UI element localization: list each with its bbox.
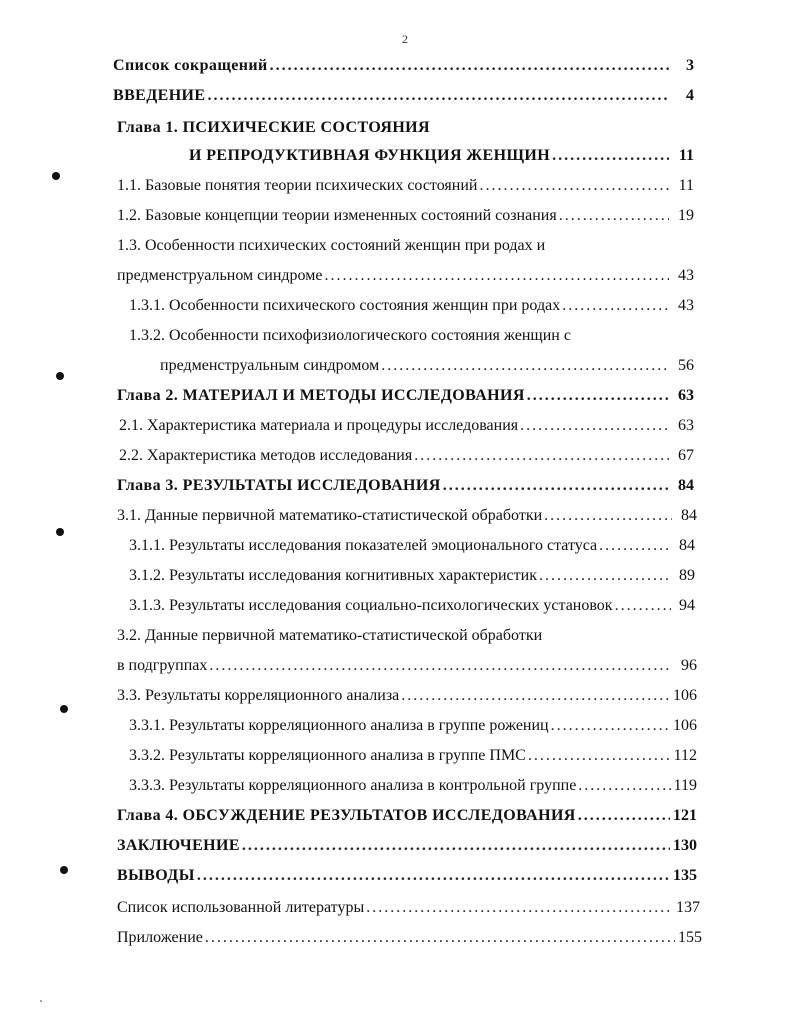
toc-page: 155 [678,929,702,946]
toc-label: 3.1.1. Результаты исследования показателей эмоционального статуса [129,537,598,554]
toc-label: Список сокращений [113,57,268,74]
toc-entry-3-1-3[interactable] [129,592,695,616]
toc-entry-3-1-1[interactable] [129,532,695,556]
toc-page: 67 [678,447,694,464]
toc-page: 112 [673,747,697,764]
toc-1-3-2-line1: 1.3.2. Особенности психофизиологического состояния женщин с [129,327,571,344]
toc-page: 137 [676,899,700,916]
dot-leader [539,566,670,586]
toc-page: 84 [679,537,695,554]
toc-page: 84 [681,507,697,524]
toc-page: 106 [673,687,697,704]
toc-label: ВЫВОДЫ [117,867,195,884]
dot-leader [207,86,669,106]
toc-entry-appendix[interactable] [117,924,702,948]
dot-leader [552,146,669,166]
toc-label: Глава 4. ОБСУЖДЕНИЕ РЕЗУЛЬТАТОВ ИССЛЕДОВАНИЯ [117,807,576,824]
toc-label: Глава 3. РЕЗУЛЬТАТЫ ИССЛЕДОВАНИЯ [117,477,441,494]
toc-entry-introduction[interactable] [113,82,694,106]
dot-leader [551,716,670,736]
toc-label: 3.3.2. Результаты корреляционного анализа в группе ПМС [129,747,526,764]
toc-3-2-line1: 3.2. Данные первичной математико-статистической обработки [117,627,543,644]
dot-leader [578,806,670,826]
toc-page: 130 [673,837,697,854]
toc-page: 94 [679,597,695,614]
toc-page: 19 [678,207,694,224]
toc-page: 11 [678,147,694,164]
dot-leader [242,836,670,856]
dot-leader [528,746,671,766]
scan-speck [40,1000,42,1002]
toc-entry-2-1[interactable] [119,412,694,436]
toc-entry-chapter4[interactable] [117,802,697,826]
toc-label: 3.1.3. Результаты исследования социально-психологических установок [129,597,613,614]
dot-leader [205,928,675,948]
toc-page: 119 [673,777,697,794]
dot-leader [209,656,672,676]
dot-leader [366,898,673,918]
toc-entry-findings[interactable] [117,862,697,886]
toc-entry-3-3-2[interactable] [129,742,697,766]
toc-page: 43 [678,297,694,314]
toc-label: 3.3.3. Результаты корреляционного анализа в контрольной группе [129,777,577,794]
dot-leader [559,206,669,226]
toc-label: ЗАКЛЮЧЕНИЕ [117,837,240,854]
dot-leader [599,536,670,556]
toc-entry-3-3[interactable] [117,682,697,706]
toc-label: предменструальным синдромом [160,357,380,374]
toc-page: 43 [678,267,694,284]
toc-page: 106 [673,717,697,734]
toc-page: 3 [686,57,694,74]
toc-entry-1-1[interactable] [117,172,694,196]
toc-page: 84 [678,477,694,494]
dot-leader [615,596,671,616]
toc-chapter1-line1: Глава 1. ПСИХИЧЕСКИЕ СОСТОЯНИЯ [117,119,430,136]
dot-leader [197,866,670,886]
toc-page: 63 [678,417,694,434]
toc-label: в подгруппах [117,657,208,674]
dot-leader [270,56,669,76]
page-number: 2 [402,32,408,46]
toc-label: 1.2. Базовые концепции теории измененных состояний сознания [117,207,557,224]
toc-label: 3.1.2. Результаты исследования когнитивных характеристик [129,567,537,584]
toc-entry-conclusion[interactable] [117,832,697,856]
toc-label: 1.3.1. Особенности психического состояния женщин при родах [129,297,561,314]
toc-page: 11 [678,177,694,194]
dot-leader [544,506,672,526]
toc-label: 3.3.1. Результаты корреляционного анализа в группе рожениц [129,717,549,734]
binder-hole-mark [56,372,64,380]
toc-page: 89 [679,567,695,584]
toc-label: Глава 2. МАТЕРИАЛ И МЕТОДЫ ИССЛЕДОВАНИЯ [117,387,525,404]
toc-label: 2.1. Характеристика материала и процедуры исследования [119,417,519,434]
toc-entry-1-3[interactable] [117,262,694,286]
toc-label: предменструальном синдроме [117,267,323,284]
dot-leader [527,386,669,406]
toc-entry-3-1-2[interactable] [129,562,695,586]
toc-label: 1.1. Базовые понятия теории психических состояний [117,177,478,194]
toc-entry-chapter1[interactable] [189,142,694,166]
toc-label: 2.2. Характеристика методов исследования [119,447,413,464]
toc-entry-1-2[interactable] [117,202,694,226]
toc-page: 135 [673,867,697,884]
toc-page: 96 [681,657,697,674]
dot-leader [443,476,669,496]
toc-page: 121 [673,807,697,824]
toc-page: 56 [678,357,694,374]
toc-entry-chapter2[interactable] [117,382,694,406]
toc-label: 3.1. Данные первичной математико-статистической обработки [117,507,543,524]
dot-leader [479,176,669,196]
toc-entry-chapter3[interactable] [117,472,694,496]
dot-leader [324,266,669,286]
toc-entry-3-3-3[interactable] [129,772,697,796]
toc-label: Приложение [117,929,203,946]
toc-entry-abbreviations[interactable] [113,52,694,76]
toc-label: 3.3. Результаты корреляционного анализа [117,687,400,704]
dot-leader [381,356,669,376]
binder-hole-mark [52,172,60,180]
toc-page: 4 [686,87,694,104]
toc-entry-references[interactable] [117,894,700,918]
toc-label: ВВЕДЕНИЕ [113,87,206,104]
toc-page: 63 [678,387,694,404]
binder-hole-mark [60,866,68,874]
toc-entry-3-1[interactable] [117,502,697,526]
dot-leader [414,446,669,466]
binder-hole-mark [60,705,68,713]
binder-hole-mark [56,528,64,536]
dot-leader [520,416,669,436]
toc-entry-2-2[interactable] [119,442,694,466]
toc-label: Список использованной литературы [117,899,365,916]
toc-entry-1-3-2[interactable] [160,352,694,376]
toc-label: И РЕПРОДУКТИВНАЯ ФУНКЦИЯ ЖЕНЩИН [189,147,551,164]
toc-entry-3-2[interactable] [117,652,697,676]
toc-1-3-line1: 1.3. Особенности психических состояний женщин при родах и [117,237,546,254]
toc-entry-1-3-1[interactable] [129,292,694,316]
toc-entry-3-3-1[interactable] [129,712,697,736]
dot-leader [401,686,670,706]
dot-leader [562,296,669,316]
dot-leader [578,776,670,796]
